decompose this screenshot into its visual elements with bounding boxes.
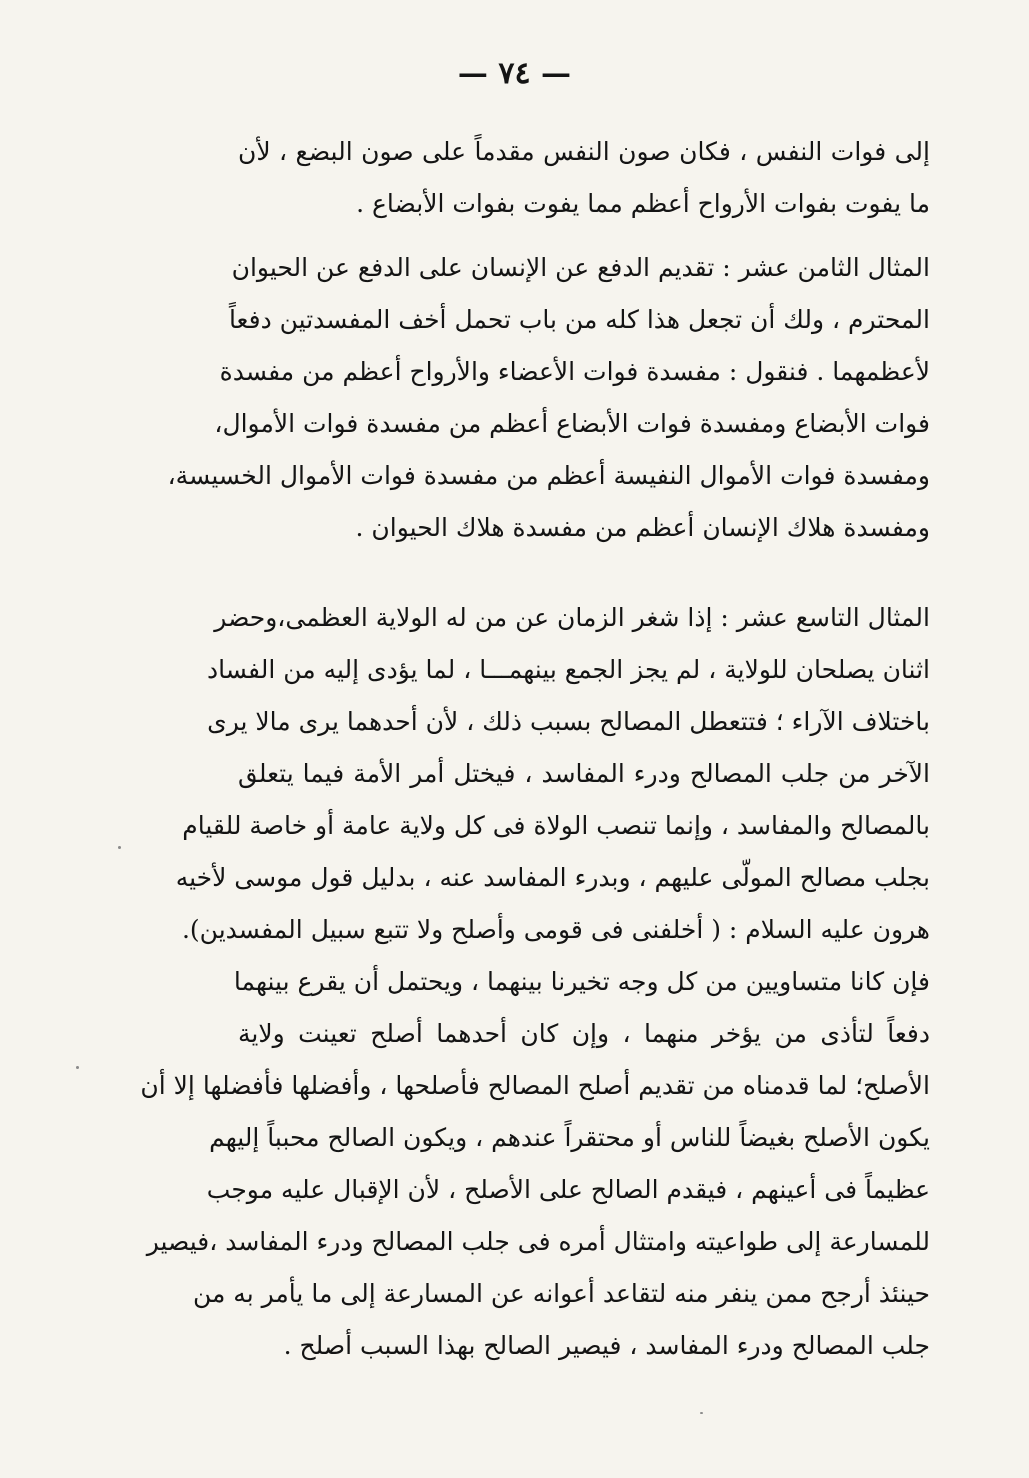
paragraph-3 — [140, 592, 930, 1372]
page-number: — ٧٤ — — [457, 56, 572, 91]
text-line: فإن كانا متساويين من كل وجه تخيرنا بينهما ، ويحتمل أن يقرع بينهما — [233, 967, 930, 996]
text-line: المثال التاسع عشر : إذا شغر الزمان عن من له الولاية العظمى،وحضر — [214, 603, 930, 632]
text-line: ما يفوت بفوات الأرواح أعظم مما يفوت بفوات الأبضاع . — [356, 189, 930, 218]
text-line: عظيماً فى أعينهم ، فيقدم الصالح على الأصلح ، لأن الإقبال عليه موجب — [206, 1175, 930, 1204]
text-line: المحترم ، ولك أن تجعل هذا كله من باب تحمل أخف المفسدتين دفعاً — [228, 305, 930, 334]
scan-speck — [76, 1066, 79, 1069]
text-line: المثال الثامن عشر : تقديم الدفع عن الإنسان على الدفع عن الحيوان — [231, 253, 930, 282]
text-line: للمسارعة إلى طواعيته وامتثال أمره فى جلب المصالح ودرء المفاسد ،فيصير — [146, 1227, 930, 1256]
text-line: فوات الأبضاع ومفسدة فوات الأبضاع أعظم من مفسدة فوات الأموال، — [214, 409, 930, 438]
text-line: حينئذ أرجح ممن ينفر منه لتقاعد أعوانه عن المسارعة إلى ما يأمر به من — [192, 1279, 930, 1308]
text-line: الآخر من جلب المصالح ودرء المفاسد ، فيختل أمر الأمة فيما يتعلق — [238, 759, 930, 788]
text-line: بالمصالح والمفاسد ، وإنما تنصب الولاة فى كل ولاية عامة أو خاصة للقيام — [182, 811, 930, 840]
text-line: إلى فوات النفس ، فكان صون النفس مقدماً على صون البضع ، لأن — [238, 137, 930, 166]
text-line: بجلب مصالح المولّى عليهم ، وبدرء المفاسد عنه ، بدليل قول موسى لأخيه — [175, 863, 930, 892]
text-line: جلب المصالح ودرء المفاسد ، فيصير الصالح بهذا السبب أصلح . — [283, 1331, 930, 1360]
scan-speck — [700, 1412, 703, 1414]
text-line: هرون عليه السلام : ( أخلفنى فى قومى وأصلح ولا تتبع سبيل المفسدين). — [181, 915, 930, 944]
text-line: اثنان يصلحان للولاية ، لم يجز الجمع بينهمـــا ، لما يؤدى إليه من الفساد — [207, 655, 930, 684]
scan-speck — [118, 846, 121, 849]
paragraph-1 — [238, 126, 930, 230]
text-line: الأصلح؛ لما قدمناه من تقديم أصلح المصالح فأصلحها ، وأفضلها فأفضلها إلا أن — [140, 1071, 930, 1100]
text-line: يكون الأصلح بغيضاً للناس أو محتقراً عندهم ، ويكون الصالح محبباً إليهم — [209, 1123, 930, 1152]
paragraph-2 — [167, 242, 930, 554]
text-line: ومفسدة هلاك الإنسان أعظم من مفسدة هلاك الحيوان . — [355, 513, 930, 542]
text-line: ومفسدة فوات الأموال النفيسة أعظم من مفسدة فوات الأموال الخسيسة، — [167, 461, 930, 490]
text-line: لأعظمهما . فنقول : مفسدة فوات الأعضاء والأرواح أعظم من مفسدة — [219, 357, 930, 386]
text-line: دفعاً لتأذى من يؤخر منهما ، وإن كان أحدهما أصلح تعينت ولاية — [238, 1019, 930, 1048]
text-line: باختلاف الآراء ؛ فتتعطل المصالح بسبب ذلك ، لأن أحدهما يرى مالا يرى — [207, 707, 930, 736]
